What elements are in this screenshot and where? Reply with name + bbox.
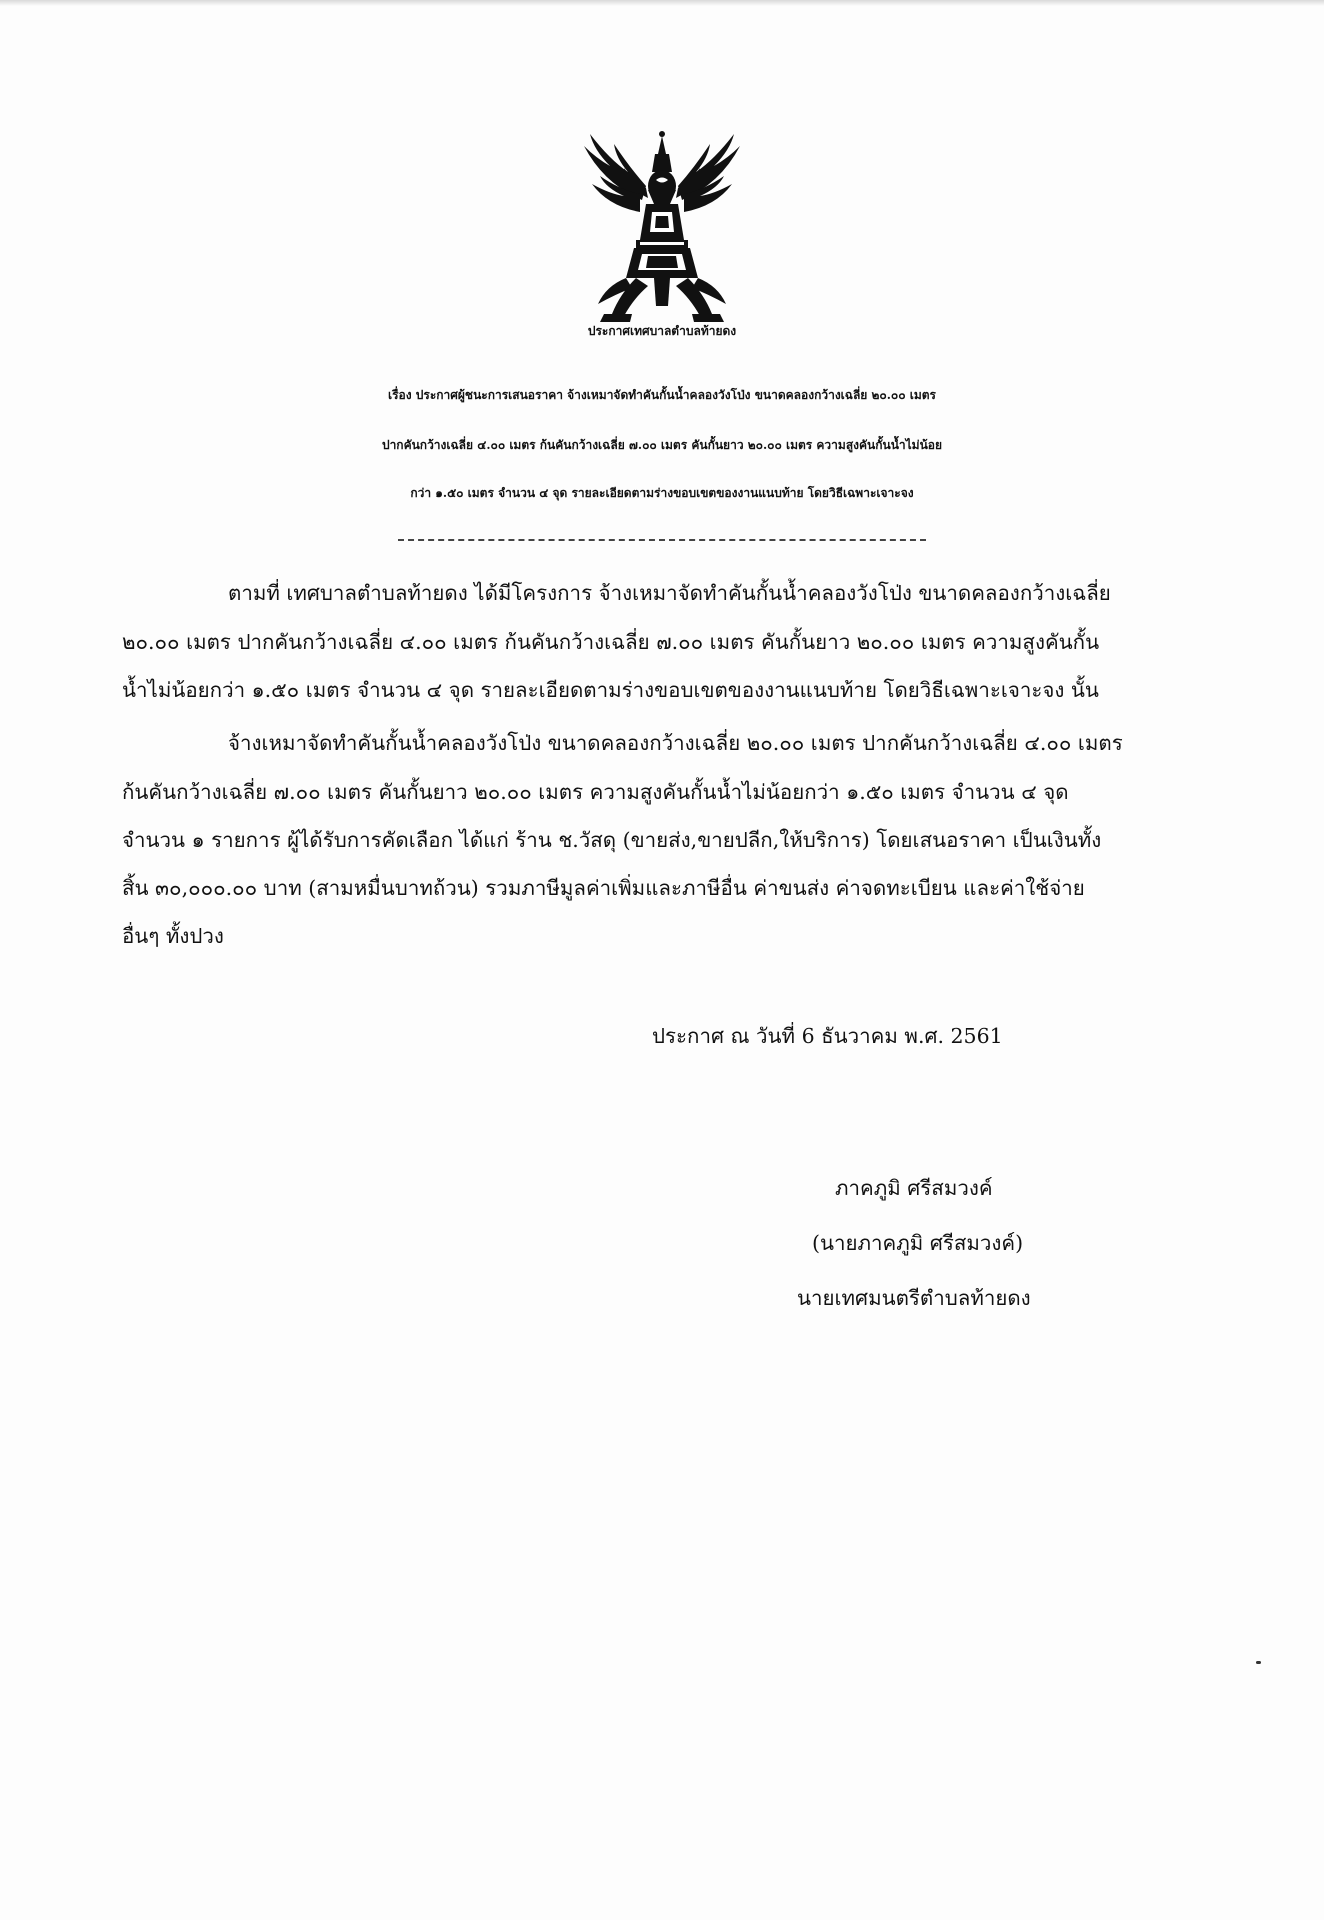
paragraph1-line-3: น้ำไม่น้อยกว่า ๑.๕๐ เมตร จำนวน ๔ จุด รายละเอียดตามร่างขอบเขตของงานแนบท้าย โดยวิธีเฉพาะเจาะจง นั้น xyxy=(122,678,1099,702)
printed-name: (นายภาคภูมิ ศรีสมวงค์) xyxy=(812,1231,1024,1255)
announcement-title: ประกาศเทศบาลตำบลท้ายดง xyxy=(587,324,737,338)
paragraph2-line-1: จ้างเหมาจัดทำคันกั้นน้ำคลองวังโป่ง ขนาดคลองกว้างเฉลี่ย ๒๐.๐๐ เมตร ปากคันกว้างเฉลี่ย ๔.๐๐ เมตร xyxy=(228,731,1123,755)
subject-line-1: เรื่อง ประกาศผู้ชนะการเสนอราคา จ้างเหมาจัดทำคันกั้นน้ำคลองวังโป่ง ขนาดคลองกว้างเฉลี่ย ๒๐.๐๐ เมตร xyxy=(387,388,936,402)
paragraph2-line-4: สิ้น ๓๐,๐๐๐.๐๐ บาท (สามหมื่นบาทถ้วน) รวมภาษีมูลค่าเพิ่มและภาษีอื่น ค่าขนส่ง ค่าจดทะเบียน และค่าใช้จ่าย xyxy=(122,876,1085,900)
heading-separator xyxy=(398,539,926,541)
signatory-position: นายเทศมนตรีตำบลท้ายดง xyxy=(797,1286,1031,1310)
paragraph1-line-2: ๒๐.๐๐ เมตร ปากคันกว้างเฉลี่ย ๔.๐๐ เมตร ก้นคันกว้างเฉลี่ย ๗.๐๐ เมตร คันกั้นยาว ๒๐.๐๐ เมตร ความสูงคันกั้น xyxy=(122,630,1100,654)
garuda-emblem xyxy=(576,128,748,324)
subject-line-3: กว่า ๑.๕๐ เมตร จำนวน ๔ จุด รายละเอียดตามร่างขอบเขตของงานแนบท้าย โดยวิธีเฉพาะเจาะจง xyxy=(410,486,914,500)
paragraph1-line-1: ตามที่ เทศบาลตำบลท้ายดง ได้มีโครงการ จ้างเหมาจัดทำคันกั้นน้ำคลองวังโป่ง ขนาดคลองกว้างเฉลี่ย xyxy=(228,581,1111,605)
signature-name: ภาคภูมิ ศรีสมวงค์ xyxy=(835,1176,993,1200)
paragraph2-line-2: ก้นคันกว้างเฉลี่ย ๗.๐๐ เมตร คันกั้นยาว ๒๐.๐๐ เมตร ความสูงคันกั้นน้ำไม่น้อยกว่า ๑.๕๐ เมตร จำนวน ๔ จุด xyxy=(122,780,1069,804)
announcement-date: ประกาศ ณ วันที่ 6 ธันวาคม พ.ศ. 2561 xyxy=(652,1024,1003,1048)
paragraph2-line-5: อื่นๆ ทั้งปวง xyxy=(122,924,224,948)
subject-line-2: ปากคันกว้างเฉลี่ย ๔.๐๐ เมตร ก้นคันกว้างเฉลี่ย ๗.๐๐ เมตร คันกั้นยาว ๒๐.๐๐ เมตร ความสูงคันกั้นน้ำไม่น้อย xyxy=(381,438,943,452)
scan-speck xyxy=(1256,1661,1261,1664)
scan-top-edge xyxy=(0,0,1324,6)
paragraph2-line-3: จำนวน ๑ รายการ ผู้ได้รับการคัดเลือก ได้แก่ ร้าน ช.วัสดุ (ขายส่ง,ขายปลีก,ให้บริการ) โดยเสนอราคา เป็นเงินทั้ง xyxy=(122,828,1102,852)
